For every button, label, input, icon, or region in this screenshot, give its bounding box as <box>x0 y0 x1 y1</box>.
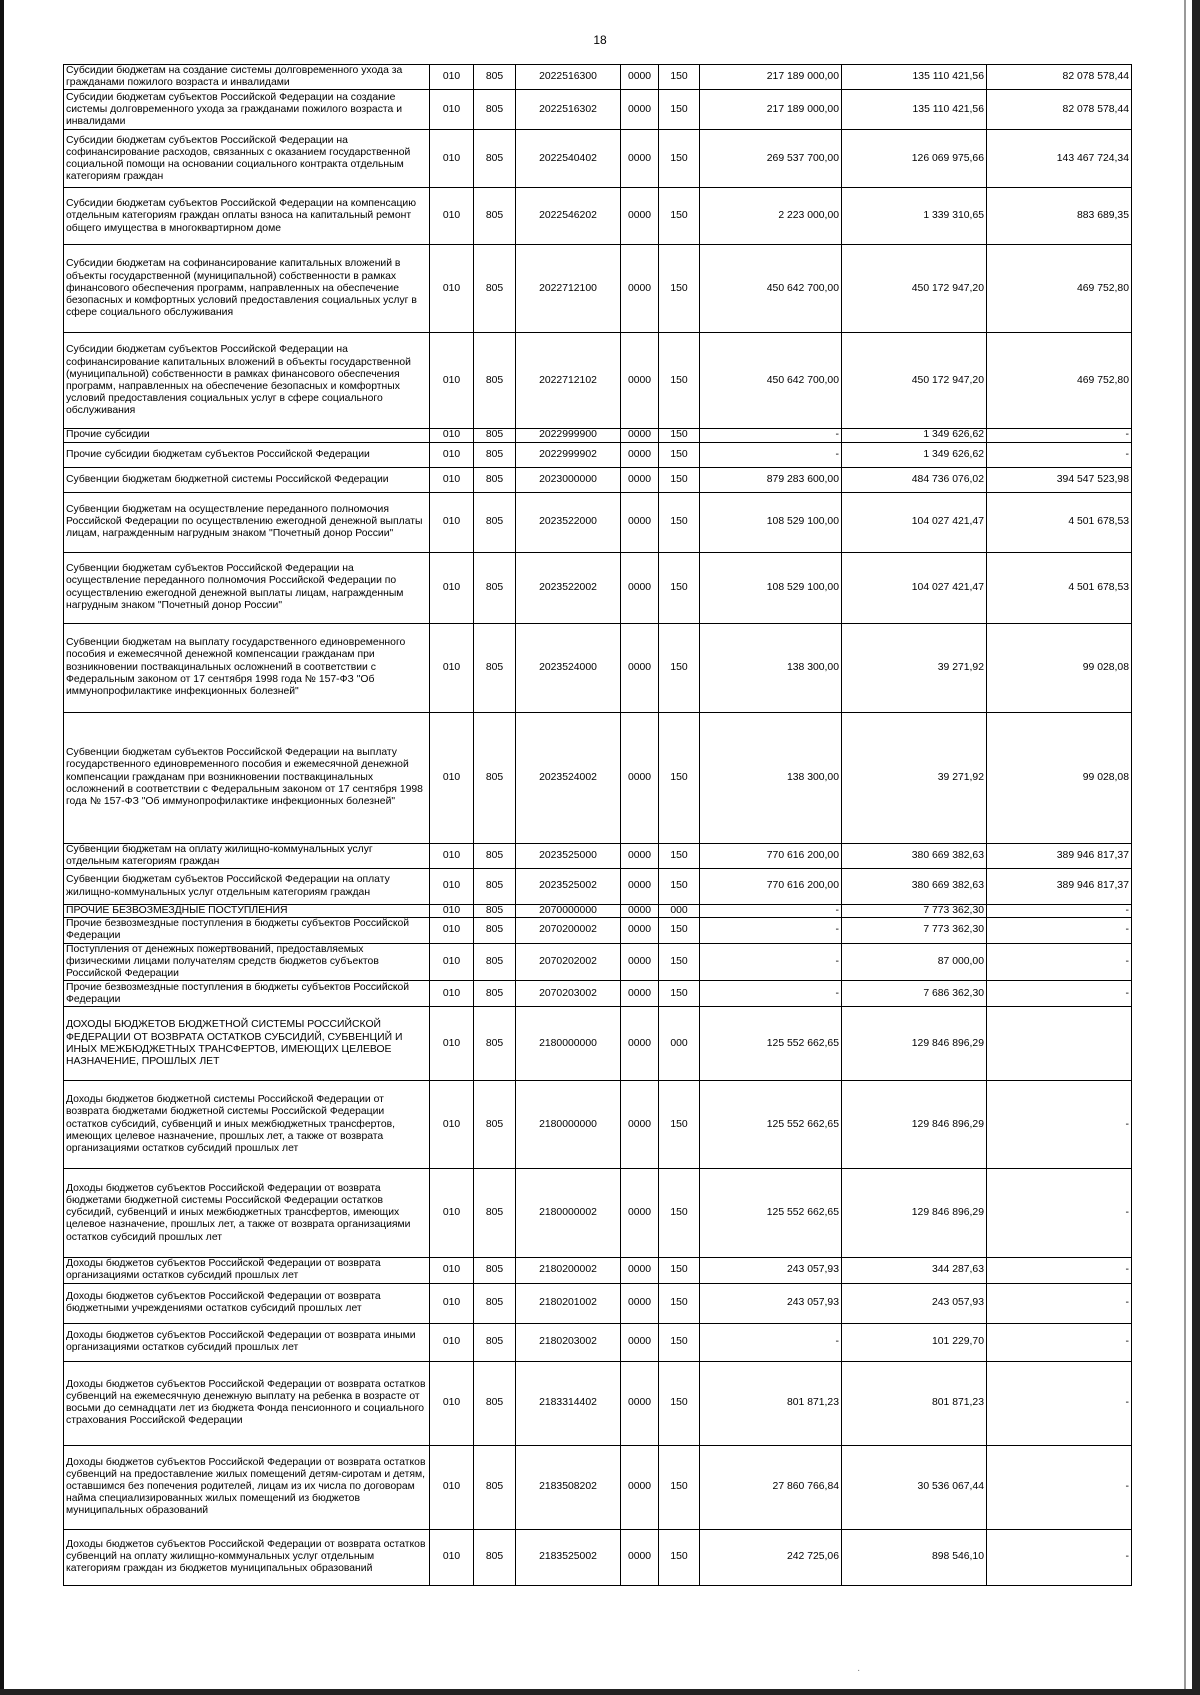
cell-executed-amount: 129 846 896,29 <box>842 1007 987 1081</box>
cell-col-b: 805 <box>474 429 516 442</box>
cell-plan-amount: 217 189 000,00 <box>700 65 842 90</box>
row-name: Доходы бюджетов бюджетной системы Российской Федерации от возврата бюджетами бюджетной системы Российской Федерации остатков субсидий, субвенций и иных межбюджетных трансфертов, имеющих целевое назначение, прошлых лет, а также от возврата организациями остатков субсидий прошлых лет <box>64 1081 430 1169</box>
row-name: Поступления от денежных пожертвований, предоставляемых физическими лицами получателям средств бюджетов субъектов Российской Федерации <box>64 943 430 981</box>
cell-plan-amount: 125 552 662,65 <box>700 1007 842 1081</box>
cell-col-e: 150 <box>659 1445 700 1529</box>
cell-col-d: 0000 <box>621 130 659 188</box>
cell-col-d: 0000 <box>621 943 659 981</box>
cell-plan-amount: 243 057,93 <box>700 1283 842 1323</box>
table-row <box>64 869 1132 905</box>
cell-col-b: 805 <box>474 492 516 552</box>
row-name: Доходы бюджетов субъектов Российской Федерации от возврата иными организациями остатков субсидий прошлых лет <box>64 1323 430 1361</box>
cell-col-b: 805 <box>474 1169 516 1258</box>
scan-speck: · <box>857 1665 861 1676</box>
cell-executed-amount: 126 069 975,66 <box>842 130 987 188</box>
cell-col-b: 805 <box>474 552 516 623</box>
cell-plan-amount: 450 642 700,00 <box>700 333 842 429</box>
cell-remaining-amount: 883 689,35 <box>987 188 1132 245</box>
cell-code: 2180000000 <box>516 1081 621 1169</box>
cell-col-d: 0000 <box>621 918 659 943</box>
cell-code: 2023524002 <box>516 712 621 843</box>
cell-col-b: 805 <box>474 1361 516 1445</box>
cell-executed-amount: 129 846 896,29 <box>842 1081 987 1169</box>
cell-col-a: 010 <box>430 1529 474 1585</box>
table-row <box>64 1283 1132 1323</box>
cell-col-d: 0000 <box>621 333 659 429</box>
cell-plan-amount: 269 537 700,00 <box>700 130 842 188</box>
table-row <box>64 552 1132 623</box>
cell-col-d: 0000 <box>621 843 659 868</box>
table-row <box>64 943 1132 981</box>
table-row <box>64 712 1132 843</box>
cell-col-a: 010 <box>430 552 474 623</box>
cell-col-e: 150 <box>659 492 700 552</box>
table-row <box>64 1169 1132 1258</box>
cell-col-d: 0000 <box>621 467 659 492</box>
cell-plan-amount: - <box>700 1323 842 1361</box>
cell-col-e: 150 <box>659 442 700 467</box>
cell-plan-amount: - <box>700 918 842 943</box>
table-row <box>64 333 1132 429</box>
cell-plan-amount: 450 642 700,00 <box>700 245 842 333</box>
cell-col-e: 150 <box>659 943 700 981</box>
cell-remaining-amount: - <box>987 429 1132 442</box>
cell-remaining-amount: - <box>987 943 1132 981</box>
cell-col-a: 010 <box>430 492 474 552</box>
row-name: Доходы бюджетов субъектов Российской Федерации от возврата организациями остатков субсидий прошлых лет <box>64 1258 430 1283</box>
cell-remaining-amount: 99 028,08 <box>987 623 1132 712</box>
cell-code: 2022999902 <box>516 442 621 467</box>
cell-col-e: 150 <box>659 1258 700 1283</box>
table-row <box>64 245 1132 333</box>
cell-col-b: 805 <box>474 869 516 905</box>
cell-code: 2070202002 <box>516 943 621 981</box>
cell-col-d: 0000 <box>621 623 659 712</box>
table-row <box>64 429 1132 442</box>
cell-executed-amount: 30 536 067,44 <box>842 1445 987 1529</box>
cell-executed-amount: 7 773 362,30 <box>842 918 987 943</box>
cell-remaining-amount: - <box>987 1445 1132 1529</box>
revenue-table <box>63 64 1132 1586</box>
row-name: Прочие безвозмездные поступления в бюджеты субъектов Российской Федерации <box>64 918 430 943</box>
cell-remaining-amount: - <box>987 1258 1132 1283</box>
row-name: Субсидии бюджетам субъектов Российской Федерации на компенсацию отдельным категориям граждан оплаты взноса на капитальный ремонт общего имущества в многоквартирном доме <box>64 188 430 245</box>
cell-code: 2183314402 <box>516 1361 621 1445</box>
cell-col-b: 805 <box>474 943 516 981</box>
cell-col-d: 0000 <box>621 65 659 90</box>
cell-plan-amount: 27 860 766,84 <box>700 1445 842 1529</box>
cell-col-a: 010 <box>430 1361 474 1445</box>
cell-col-e: 000 <box>659 1007 700 1081</box>
table-row <box>64 981 1132 1007</box>
row-name: Прочие субсидии бюджетам субъектов Российской Федерации <box>64 442 430 467</box>
row-name: Субвенции бюджетам субъектов Российской Федерации на выплату государственного единовременного пособия и ежемесячной денежной компенсации гражданам при возникновении поствакцинальных осложнений в соответствии с Федеральным законом от 17 сентября 1998 года № 157-ФЗ "Об иммунопрофилактике инфекционных болезней" <box>64 712 430 843</box>
cell-col-a: 010 <box>430 1283 474 1323</box>
cell-col-e: 150 <box>659 1169 700 1258</box>
row-name: Прочие субсидии <box>64 429 430 442</box>
cell-code: 2070200002 <box>516 918 621 943</box>
table-row <box>64 623 1132 712</box>
cell-col-b: 805 <box>474 442 516 467</box>
cell-code: 2022712100 <box>516 245 621 333</box>
cell-col-a: 010 <box>430 130 474 188</box>
cell-remaining-amount: 4 501 678,53 <box>987 492 1132 552</box>
cell-code: 2183525002 <box>516 1529 621 1585</box>
row-name: Субвенции бюджетам на выплату государственного единовременного пособия и ежемесячной денежной компенсации гражданам при возникновении поствакцинальных осложнений в соответствии с Федеральным законом от 17 сентября 1998 года № 157-ФЗ "Об иммунопрофилактике инфекционных болезней" <box>64 623 430 712</box>
cell-code: 2022516300 <box>516 65 621 90</box>
cell-code: 2022540402 <box>516 130 621 188</box>
cell-col-b: 805 <box>474 130 516 188</box>
row-name: Прочие безвозмездные поступления в бюджеты субъектов Российской Федерации <box>64 981 430 1007</box>
row-name: Субсидии бюджетам на создание системы долговременного ухода за гражданами пожилого возраста и инвалидами <box>64 65 430 90</box>
table-row <box>64 843 1132 868</box>
table-row <box>64 1445 1132 1529</box>
cell-col-d: 0000 <box>621 712 659 843</box>
cell-col-e: 150 <box>659 1081 700 1169</box>
table-row <box>64 188 1132 245</box>
cell-col-e: 150 <box>659 918 700 943</box>
scan-edge-left <box>0 0 4 1695</box>
cell-col-e: 150 <box>659 467 700 492</box>
cell-executed-amount: 1 349 626,62 <box>842 429 987 442</box>
cell-remaining-amount: 4 501 678,53 <box>987 552 1132 623</box>
scan-edge-bottom <box>0 1689 1200 1695</box>
cell-col-e: 150 <box>659 1323 700 1361</box>
cell-remaining-amount <box>987 1007 1132 1081</box>
cell-col-e: 150 <box>659 869 700 905</box>
cell-col-a: 010 <box>430 245 474 333</box>
cell-executed-amount: 1 349 626,62 <box>842 442 987 467</box>
cell-plan-amount: 770 616 200,00 <box>700 869 842 905</box>
table-row <box>64 442 1132 467</box>
table-row <box>64 130 1132 188</box>
cell-col-e: 150 <box>659 130 700 188</box>
cell-remaining-amount: 82 078 578,44 <box>987 90 1132 130</box>
table-body <box>64 65 1132 1586</box>
scan-line-right <box>1184 0 1186 1695</box>
cell-plan-amount: 770 616 200,00 <box>700 843 842 868</box>
table-row <box>64 90 1132 130</box>
cell-col-a: 010 <box>430 623 474 712</box>
cell-col-b: 805 <box>474 65 516 90</box>
row-name: Субвенции бюджетам бюджетной системы Российской Федерации <box>64 467 430 492</box>
cell-code: 2070000000 <box>516 905 621 918</box>
table-row <box>64 492 1132 552</box>
cell-col-a: 010 <box>430 188 474 245</box>
cell-remaining-amount: - <box>987 905 1132 918</box>
cell-remaining-amount: 389 946 817,37 <box>987 843 1132 868</box>
table-row <box>64 467 1132 492</box>
row-name: Субвенции бюджетам на оплату жилищно-коммунальных услуг отдельным категориям граждан <box>64 843 430 868</box>
cell-executed-amount: 135 110 421,56 <box>842 65 987 90</box>
cell-col-e: 150 <box>659 712 700 843</box>
cell-col-d: 0000 <box>621 869 659 905</box>
cell-col-b: 805 <box>474 1323 516 1361</box>
cell-executed-amount: 243 057,93 <box>842 1283 987 1323</box>
cell-plan-amount: 2 223 000,00 <box>700 188 842 245</box>
cell-col-d: 0000 <box>621 1007 659 1081</box>
cell-col-e: 150 <box>659 1361 700 1445</box>
row-name: Доходы бюджетов субъектов Российской Федерации от возврата бюджетными учреждениями остатков субсидий прошлых лет <box>64 1283 430 1323</box>
cell-plan-amount: 138 300,00 <box>700 712 842 843</box>
page-number: 18 <box>593 33 607 47</box>
row-name: Субвенции бюджетам субъектов Российской Федерации на оплату жилищно-коммунальных услуг отдельным категориям граждан <box>64 869 430 905</box>
cell-col-b: 805 <box>474 245 516 333</box>
cell-plan-amount: 217 189 000,00 <box>700 90 842 130</box>
cell-col-d: 0000 <box>621 1169 659 1258</box>
cell-code: 2023000000 <box>516 467 621 492</box>
cell-plan-amount: - <box>700 981 842 1007</box>
cell-col-e: 150 <box>659 188 700 245</box>
cell-plan-amount: 108 529 100,00 <box>700 552 842 623</box>
cell-col-d: 0000 <box>621 188 659 245</box>
cell-col-a: 010 <box>430 712 474 843</box>
cell-col-d: 0000 <box>621 442 659 467</box>
cell-executed-amount: 135 110 421,56 <box>842 90 987 130</box>
row-name: Доходы бюджетов субъектов Российской Федерации от возврата остатков субвенций на оплату жилищно-коммунальных услуг отдельным категориям граждан из бюджетов муниципальных образований <box>64 1529 430 1585</box>
cell-col-a: 010 <box>430 943 474 981</box>
cell-remaining-amount: - <box>987 442 1132 467</box>
row-name: ДОХОДЫ БЮДЖЕТОВ БЮДЖЕТНОЙ СИСТЕМЫ РОССИЙСКОЙ ФЕДЕРАЦИИ ОТ ВОЗВРАТА ОСТАТКОВ СУБСИДИЙ, СУБВЕНЦИЙ И ИНЫХ МЕЖБЮДЖЕТНЫХ ТРАНСФЕРТОВ, ИМЕЮЩИХ ЦЕЛЕВОЕ НАЗНАЧЕНИЕ, ПРОШЛЫХ ЛЕТ <box>64 1007 430 1081</box>
table-row <box>64 1323 1132 1361</box>
row-name: Субсидии бюджетам субъектов Российской Федерации на софинансирование капитальных вложений в объекты государственной (муниципальной) собственности в рамках финансового обеспечения программ, направленных на обеспечение безопасных и комфортных условий предоставления социальных услуг в сфере социального обслуживания <box>64 333 430 429</box>
row-name: Субсидии бюджетам субъектов Российской Федерации на софинансирование расходов, связанных с оказанием государственной социальной помощи на основании социального контракта отдельным категориям граждан <box>64 130 430 188</box>
cell-col-a: 010 <box>430 1445 474 1529</box>
cell-remaining-amount: 469 752,80 <box>987 333 1132 429</box>
cell-col-b: 805 <box>474 918 516 943</box>
cell-col-d: 0000 <box>621 552 659 623</box>
cell-plan-amount: - <box>700 442 842 467</box>
table-row <box>64 905 1132 918</box>
cell-executed-amount: 129 846 896,29 <box>842 1169 987 1258</box>
cell-col-b: 805 <box>474 981 516 1007</box>
cell-col-b: 805 <box>474 712 516 843</box>
cell-col-a: 010 <box>430 918 474 943</box>
cell-executed-amount: 101 229,70 <box>842 1323 987 1361</box>
cell-col-a: 010 <box>430 1323 474 1361</box>
cell-col-b: 805 <box>474 1081 516 1169</box>
cell-executed-amount: 380 669 382,63 <box>842 843 987 868</box>
cell-code: 2180000000 <box>516 1007 621 1081</box>
cell-col-d: 0000 <box>621 1445 659 1529</box>
cell-col-d: 0000 <box>621 492 659 552</box>
cell-executed-amount: 87 000,00 <box>842 943 987 981</box>
row-name: Доходы бюджетов субъектов Российской Федерации от возврата бюджетами бюджетной системы Российской Федерации остатков субсидий, субвенций и иных межбюджетных трансфертов, имеющих целевое назначение, прошлых лет, а также от возврата организациями остатков субсидий прошлых лет <box>64 1169 430 1258</box>
cell-col-b: 805 <box>474 467 516 492</box>
row-name: Субвенции бюджетам на осуществление переданного полномочия Российской Федерации по осуществлению ежегодной денежной выплаты лицам, награжденным нагрудным знаком "Почетный донор России" <box>64 492 430 552</box>
cell-col-a: 010 <box>430 1169 474 1258</box>
cell-remaining-amount: - <box>987 1361 1132 1445</box>
cell-code: 2180000002 <box>516 1169 621 1258</box>
cell-executed-amount: 484 736 076,02 <box>842 467 987 492</box>
cell-code: 2180203002 <box>516 1323 621 1361</box>
cell-col-d: 0000 <box>621 1323 659 1361</box>
cell-col-d: 0000 <box>621 1081 659 1169</box>
cell-code: 2183508202 <box>516 1445 621 1529</box>
cell-code: 2023525002 <box>516 869 621 905</box>
cell-col-b: 805 <box>474 333 516 429</box>
cell-executed-amount: 344 287,63 <box>842 1258 987 1283</box>
cell-col-b: 805 <box>474 905 516 918</box>
cell-code: 2180201002 <box>516 1283 621 1323</box>
row-name: Субвенции бюджетам субъектов Российской Федерации на осуществление переданного полномочия Российской Федерации по осуществлению ежегодной денежной выплаты лицам, награжденным нагрудным знаком "Почетный донор России" <box>64 552 430 623</box>
cell-col-e: 150 <box>659 333 700 429</box>
cell-code: 2180200002 <box>516 1258 621 1283</box>
cell-code: 2023525000 <box>516 843 621 868</box>
cell-executed-amount: 39 271,92 <box>842 623 987 712</box>
cell-executed-amount: 801 871,23 <box>842 1361 987 1445</box>
table-row <box>64 1258 1132 1283</box>
cell-col-e: 000 <box>659 905 700 918</box>
cell-plan-amount: 108 529 100,00 <box>700 492 842 552</box>
cell-code: 2023524000 <box>516 623 621 712</box>
cell-col-a: 010 <box>430 1007 474 1081</box>
cell-plan-amount: - <box>700 429 842 442</box>
cell-plan-amount: - <box>700 943 842 981</box>
table-row <box>64 1007 1132 1081</box>
cell-remaining-amount: 389 946 817,37 <box>987 869 1132 905</box>
cell-executed-amount: 7 686 362,30 <box>842 981 987 1007</box>
cell-plan-amount: 879 283 600,00 <box>700 467 842 492</box>
cell-col-a: 010 <box>430 869 474 905</box>
cell-code: 2022546202 <box>516 188 621 245</box>
cell-col-d: 0000 <box>621 1283 659 1323</box>
cell-col-a: 010 <box>430 981 474 1007</box>
cell-remaining-amount: - <box>987 981 1132 1007</box>
cell-executed-amount: 450 172 947,20 <box>842 333 987 429</box>
cell-col-e: 150 <box>659 623 700 712</box>
cell-code: 2022712102 <box>516 333 621 429</box>
cell-executed-amount: 104 027 421,47 <box>842 552 987 623</box>
cell-executed-amount: 1 339 310,65 <box>842 188 987 245</box>
cell-col-b: 805 <box>474 843 516 868</box>
cell-col-d: 0000 <box>621 1529 659 1585</box>
cell-remaining-amount: - <box>987 918 1132 943</box>
cell-code: 2070203002 <box>516 981 621 1007</box>
scan-edge-right <box>1192 0 1200 1695</box>
cell-col-a: 010 <box>430 843 474 868</box>
cell-col-d: 0000 <box>621 429 659 442</box>
cell-executed-amount: 898 546,10 <box>842 1529 987 1585</box>
cell-col-b: 805 <box>474 1007 516 1081</box>
cell-col-b: 805 <box>474 1258 516 1283</box>
cell-remaining-amount: 99 028,08 <box>987 712 1132 843</box>
cell-code: 2022999900 <box>516 429 621 442</box>
cell-code: 2023522000 <box>516 492 621 552</box>
cell-col-a: 010 <box>430 65 474 90</box>
cell-col-b: 805 <box>474 1529 516 1585</box>
cell-remaining-amount: 82 078 578,44 <box>987 65 1132 90</box>
cell-col-e: 150 <box>659 65 700 90</box>
cell-col-a: 010 <box>430 429 474 442</box>
cell-col-b: 805 <box>474 1445 516 1529</box>
cell-plan-amount: 138 300,00 <box>700 623 842 712</box>
cell-col-e: 150 <box>659 552 700 623</box>
cell-col-e: 150 <box>659 1529 700 1585</box>
cell-plan-amount: 801 871,23 <box>700 1361 842 1445</box>
cell-remaining-amount: - <box>987 1323 1132 1361</box>
cell-executed-amount: 450 172 947,20 <box>842 245 987 333</box>
cell-remaining-amount: - <box>987 1169 1132 1258</box>
cell-col-d: 0000 <box>621 1258 659 1283</box>
cell-plan-amount: 243 057,93 <box>700 1258 842 1283</box>
table-row <box>64 65 1132 90</box>
cell-executed-amount: 104 027 421,47 <box>842 492 987 552</box>
row-name: ПРОЧИЕ БЕЗВОЗМЕЗДНЫЕ ПОСТУПЛЕНИЯ <box>64 905 430 918</box>
cell-col-a: 010 <box>430 442 474 467</box>
cell-col-d: 0000 <box>621 90 659 130</box>
row-name: Субсидии бюджетам субъектов Российской Федерации на создание системы долговременного ухода за гражданами пожилого возраста и инвалидами <box>64 90 430 130</box>
cell-col-e: 150 <box>659 1283 700 1323</box>
cell-remaining-amount: 469 752,80 <box>987 245 1132 333</box>
cell-plan-amount: 242 725,06 <box>700 1529 842 1585</box>
cell-code: 2022516302 <box>516 90 621 130</box>
table-row <box>64 918 1132 943</box>
cell-col-b: 805 <box>474 623 516 712</box>
cell-col-d: 0000 <box>621 245 659 333</box>
cell-col-b: 805 <box>474 188 516 245</box>
cell-plan-amount: 125 552 662,65 <box>700 1169 842 1258</box>
cell-col-d: 0000 <box>621 1361 659 1445</box>
cell-col-a: 010 <box>430 467 474 492</box>
cell-col-a: 010 <box>430 905 474 918</box>
cell-col-e: 150 <box>659 429 700 442</box>
cell-col-b: 805 <box>474 90 516 130</box>
table-row <box>64 1361 1132 1445</box>
cell-executed-amount: 7 773 362,30 <box>842 905 987 918</box>
cell-plan-amount: - <box>700 905 842 918</box>
cell-col-a: 010 <box>430 90 474 130</box>
cell-col-e: 150 <box>659 981 700 1007</box>
cell-remaining-amount: 394 547 523,98 <box>987 467 1132 492</box>
cell-executed-amount: 39 271,92 <box>842 712 987 843</box>
cell-col-a: 010 <box>430 1081 474 1169</box>
cell-col-a: 010 <box>430 333 474 429</box>
table-row <box>64 1529 1132 1585</box>
cell-remaining-amount: - <box>987 1283 1132 1323</box>
table-row <box>64 1081 1132 1169</box>
cell-remaining-amount: 143 467 724,34 <box>987 130 1132 188</box>
cell-col-a: 010 <box>430 1258 474 1283</box>
cell-col-d: 0000 <box>621 981 659 1007</box>
cell-col-b: 805 <box>474 1283 516 1323</box>
cell-col-e: 150 <box>659 245 700 333</box>
row-name: Доходы бюджетов субъектов Российской Федерации от возврата остатков субвенций на предоставление жилых помещений детям-сиротам и детям, оставшимся без попечения родителей, лицам из их числа по договорам найма специализированных жилых помещений из бюджетов муниципальных образований <box>64 1445 430 1529</box>
cell-col-e: 150 <box>659 843 700 868</box>
cell-code: 2023522002 <box>516 552 621 623</box>
row-name: Субсидии бюджетам на софинансирование капитальных вложений в объекты государственной (муниципальной) собственности в рамках финансового обеспечения программ, направленных на обеспечение безопасных и комфортных условий предоставления социальных услуг в сфере социального обслуживания <box>64 245 430 333</box>
cell-col-e: 150 <box>659 90 700 130</box>
cell-remaining-amount: - <box>987 1529 1132 1585</box>
cell-remaining-amount: - <box>987 1081 1132 1169</box>
cell-executed-amount: 380 669 382,63 <box>842 869 987 905</box>
cell-col-d: 0000 <box>621 905 659 918</box>
cell-plan-amount: 125 552 662,65 <box>700 1081 842 1169</box>
row-name: Доходы бюджетов субъектов Российской Федерации от возврата остатков субвенций на ежемесячную денежную выплату на ребенка в возрасте от восьми до семнадцати лет из бюджета Фонда пенсионного и социального страхования Российской Федерации <box>64 1361 430 1445</box>
